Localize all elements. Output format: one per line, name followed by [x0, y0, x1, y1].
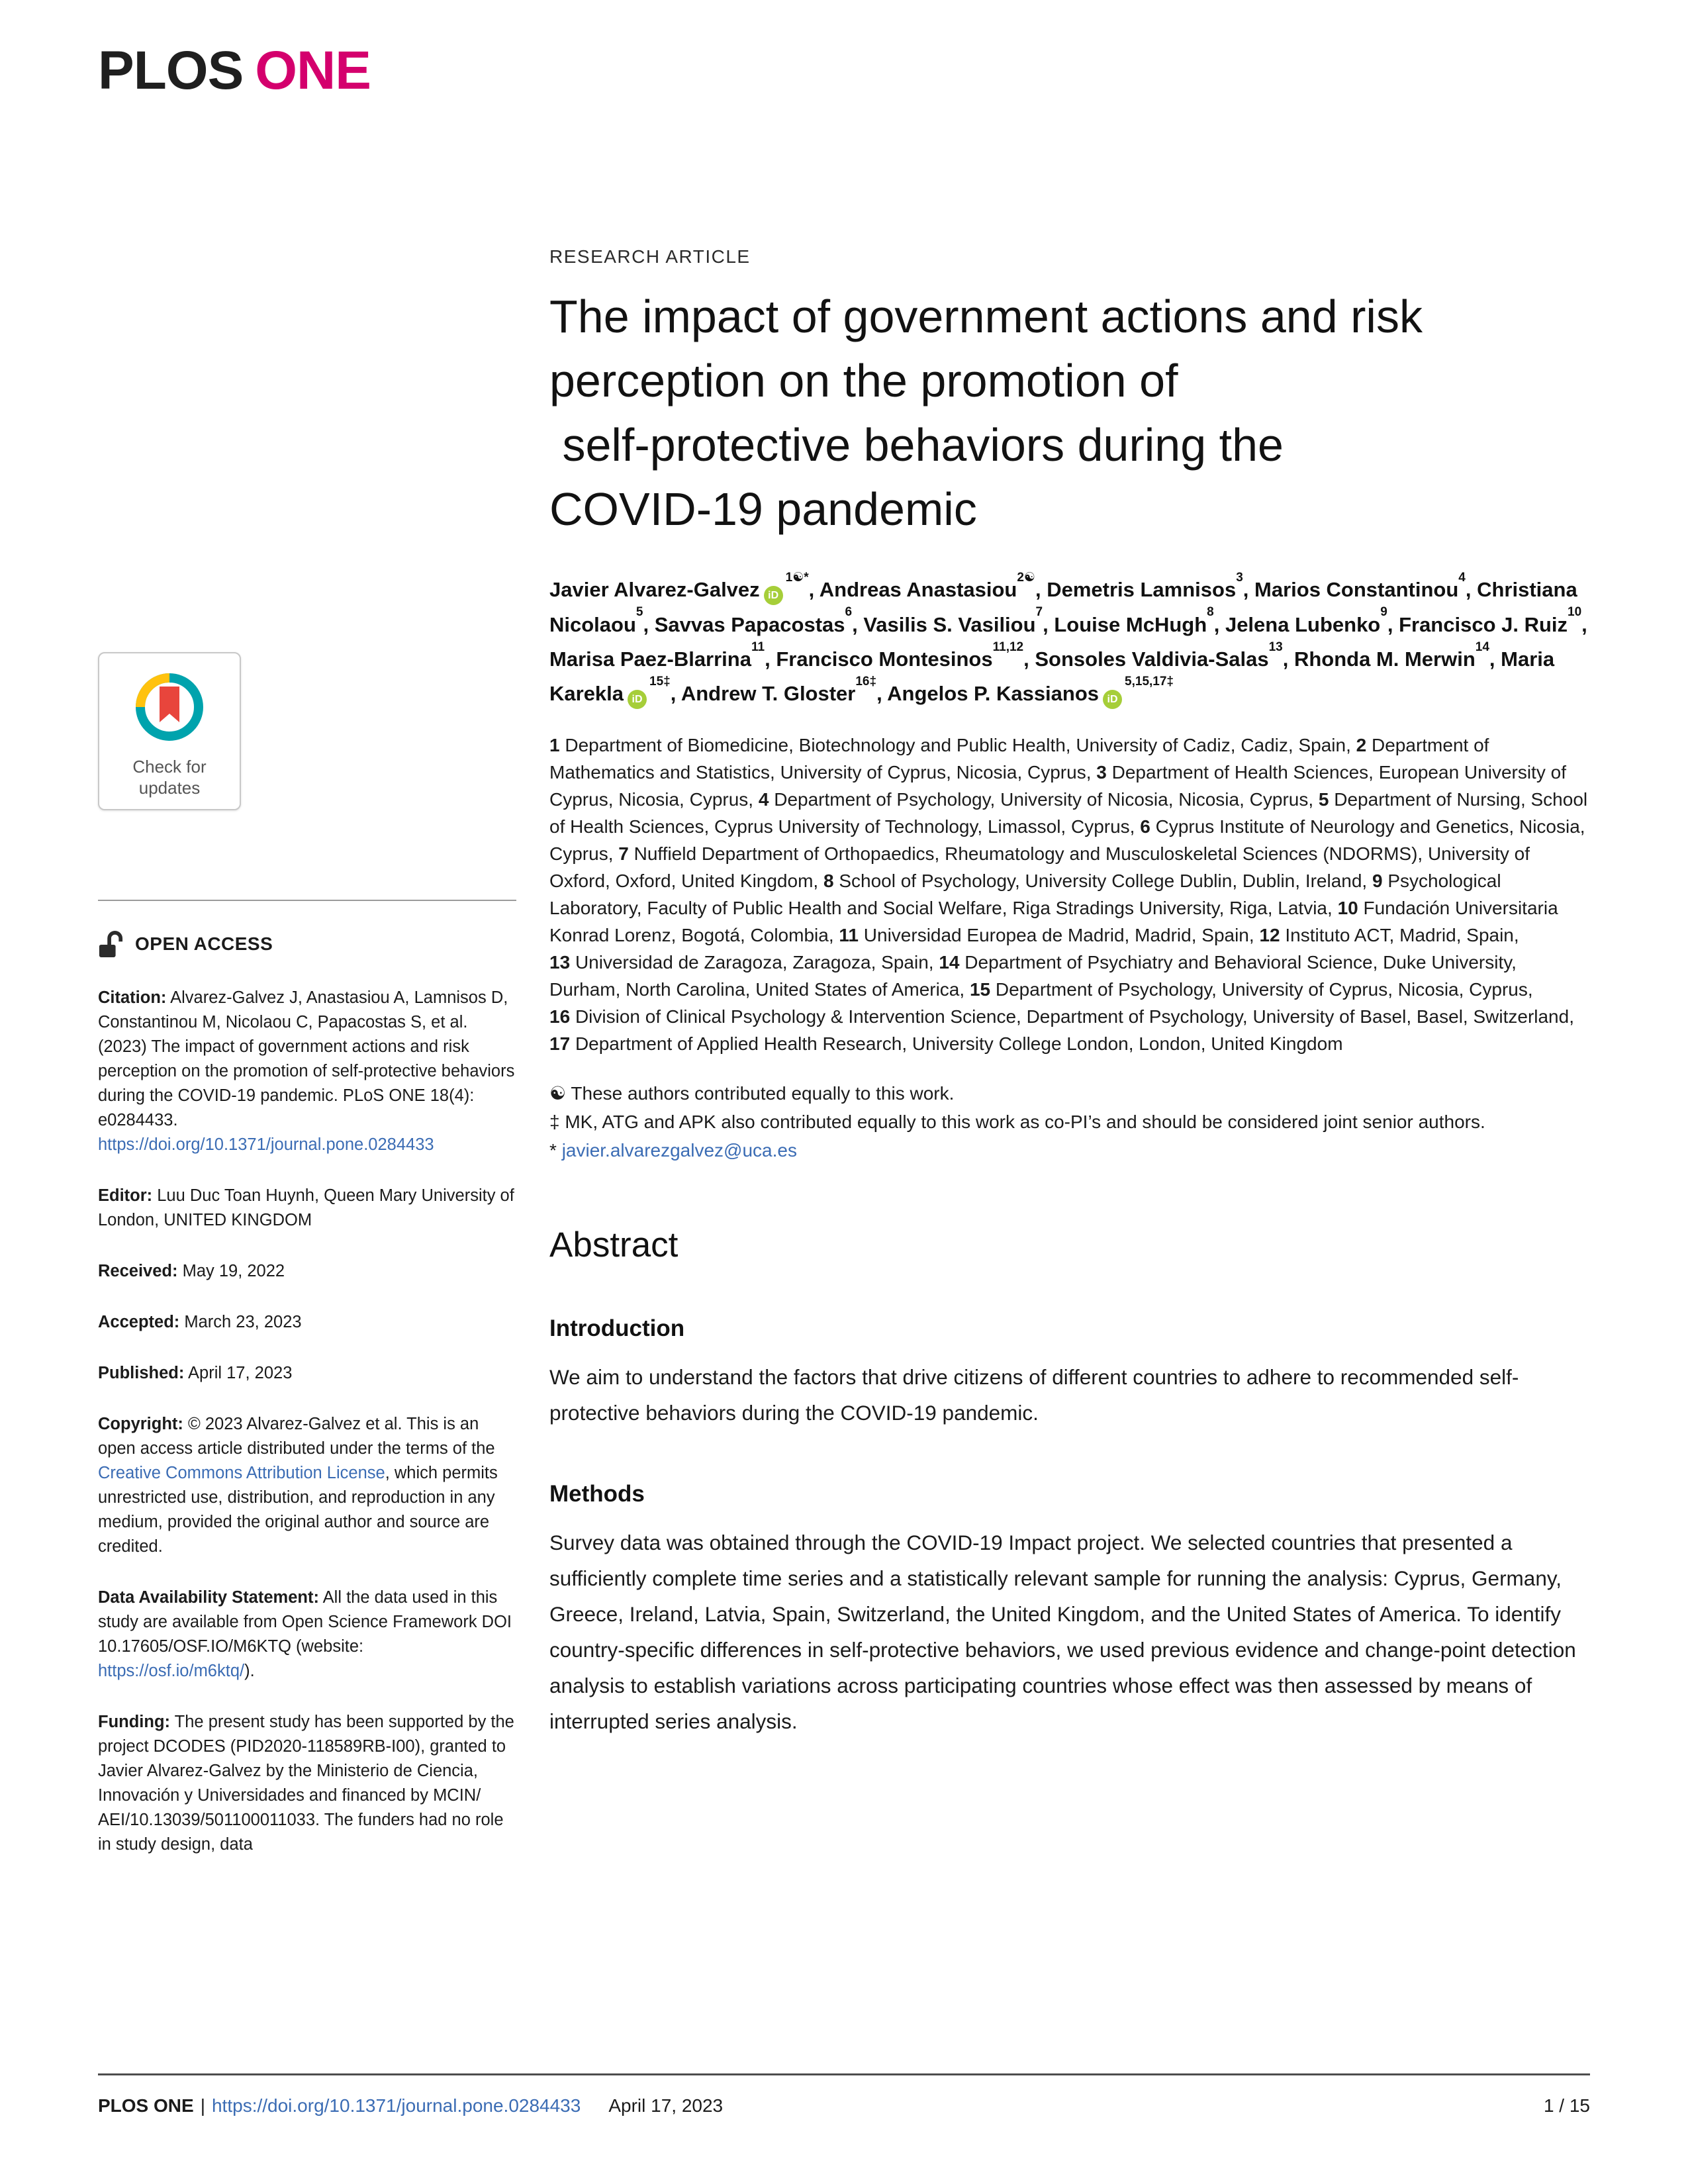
- author: Andreas Anastasiou$^{2☯}$,: [819, 571, 1047, 602]
- author-affiliation-sup: 9: [1380, 605, 1387, 620]
- open-access-label: OPEN ACCESS: [135, 933, 273, 954]
- author-notes: [549, 1080, 1590, 1164]
- copyright-block: [98, 1412, 516, 1559]
- affiliation-number: 9: [1372, 871, 1388, 892]
- page-number: 1 / 15: [1543, 2095, 1590, 2116]
- editor-block: [98, 1184, 516, 1233]
- published-date: April 17, 2023: [188, 1364, 293, 1382]
- author-affiliation-sup: 10: [1568, 605, 1582, 620]
- author: Savvas Papacostas$^6$,: [654, 605, 864, 636]
- citation-block: [98, 986, 516, 1157]
- abstract-introduction-text: We aim to understand the factors that drive citizens of different countries to adhere to recommended self-protective behaviors during the COVID-19 pandemic.: [549, 1365, 1519, 1425]
- equal-contribution-text: These authors contributed equally to this work.: [571, 1083, 955, 1104]
- author-affiliation-sup: 6: [845, 605, 853, 620]
- citation-text: Alvarez-Galvez J, Anastasiou A, Lamnisos D, Constantinou M, Nicolaou C, Papacostas S, et al. (2023) The impact of government actions and risk perception on the promotion of self-protective behaviors during the COVID-19 pandemic. PLoS ONE 18(4): e0284433.: [98, 988, 515, 1129]
- author-affiliation-sup: 7: [1035, 605, 1043, 620]
- footer-doi-link[interactable]: https://doi.org/10.1371/journal.pone.0284433: [211, 2095, 581, 2116]
- orcid-icon[interactable]: iD: [628, 690, 647, 709]
- abstract-introduction-heading: Introduction: [549, 1315, 685, 1342]
- author-list: [549, 571, 1590, 709]
- footer-date: April 17, 2023: [608, 2095, 724, 2116]
- affiliation-number: 17: [549, 1033, 575, 1055]
- citation-label: Citation:: [98, 988, 167, 1007]
- cc-license-link[interactable]: Creative Commons Attribution License: [98, 1464, 385, 1482]
- author-affiliation-sup: 11,12: [992, 640, 1024, 654]
- published-label: Published:: [98, 1364, 185, 1382]
- check-line-2: updates: [138, 778, 201, 798]
- author-affiliation-sup: 1☯*: [785, 571, 809, 585]
- author-affiliation-sup: 5: [635, 605, 643, 620]
- funding-text: The present study has been supported by the project DCODES (PID2020-118589RB-I00), granted to Javier Alvarez-Galvez by the Ministerio de Ciencia, Innovación y Universidades and financed by MCIN/ AEI/10.13039/501100011033. The funders had no role in study design, data: [98, 1713, 514, 1854]
- author: Francisco J. Ruiz$^{10}$,: [1399, 605, 1587, 636]
- funding-label: Funding:: [98, 1713, 171, 1731]
- author: Sonsoles Valdivia-Salas$^{13}$,: [1035, 640, 1294, 671]
- title-line: self-protective behaviors during the: [549, 419, 1284, 471]
- corresponding-author-symbol: *: [549, 1140, 557, 1161]
- abstract-methods-text: Survey data was obtained through the COVID-19 Impact project. We selected countries that presented a sufficiently complete time series and a statistically relevant sample for running the analysis: Cyprus, Germany, Greece, Ireland, Latvia, Spain, Switzerland, the United Kingdom, and the United States of America. To identify country-specific differences in self-protective behaviors, we used previous evidence and change-point detection analysis to establish variations across participating countries whose effect was then assessed by means of interrupted series analysis.: [549, 1531, 1576, 1734]
- osf-link[interactable]: https://osf.io/m6ktq/: [98, 1662, 245, 1680]
- author: Angelos P. Kassianos $iD^{5,15,17\ddagger}$: [887, 682, 1174, 705]
- crossmark-icon: [130, 668, 209, 746]
- editor-text: Luu Duc Toan Huynh, Queen Mary University of London, UNITED KINGDOM: [98, 1186, 514, 1229]
- affiliation-number: 10: [1337, 898, 1364, 919]
- received-label: Received:: [98, 1262, 178, 1280]
- citation-doi-link[interactable]: https://doi.org/10.1371/journal.pone.0284433: [98, 1135, 434, 1154]
- abstract-heading: Abstract: [549, 1225, 679, 1265]
- received-date: May 19, 2022: [182, 1262, 285, 1280]
- data-availability-label: Data Availability Statement:: [98, 1588, 319, 1607]
- plos-wordmark: PLOS: [98, 40, 244, 101]
- author: Vasilis S. Vasiliou$^7$,: [863, 605, 1055, 636]
- author-affiliation-sup: 11: [751, 640, 765, 654]
- article-title: [549, 285, 1590, 542]
- author-affiliation-sup: 16‡: [855, 674, 877, 688]
- journal-logo: [98, 40, 371, 102]
- author-affiliation-sup: 14: [1475, 640, 1489, 654]
- affiliation-number: 7: [618, 843, 634, 865]
- affiliation-number: 4: [758, 789, 774, 810]
- author-affiliation-sup: 3: [1236, 571, 1243, 585]
- author: Demetris Lamnisos$^3$,: [1047, 571, 1255, 602]
- author: Javier Alvarez-Galvez $iD^{1☯*}$,: [549, 578, 820, 601]
- title-line: perception on the promotion of: [549, 355, 1178, 406]
- footer-journal-name: PLOS ONE: [98, 2095, 194, 2116]
- affiliation-number: 6: [1140, 816, 1156, 837]
- author: Marios Constantinou$^4$,: [1254, 571, 1477, 602]
- article-type-kicker: RESEARCH ARTICLE: [549, 246, 751, 267]
- footer-divider: [98, 2073, 1590, 2075]
- title-line: COVID-19 pandemic: [549, 483, 977, 535]
- received-block: [98, 1259, 516, 1284]
- funding-block: [98, 1710, 516, 1857]
- open-access-row: [98, 929, 516, 959]
- author: Maria Karekla $iD^{15\ddagger}$,: [549, 647, 1554, 705]
- author-affiliation-sup: 13: [1268, 640, 1283, 654]
- sidebar: [98, 652, 516, 1857]
- senior-authors-note: [549, 1108, 1590, 1135]
- author-affiliation-sup: 2☯: [1017, 571, 1035, 585]
- editor-label: Editor:: [98, 1186, 153, 1205]
- author: Louise McHugh$^8$,: [1054, 605, 1225, 636]
- affiliation-number: 2: [1356, 735, 1372, 756]
- corresponding-author-note: [549, 1137, 1590, 1164]
- affiliation-number: 1: [549, 735, 565, 756]
- copyright-text-after: , which permits unrestricted use, distribution, and reproduction in any medium, provided the original author and source are credited.: [98, 1464, 498, 1556]
- author-affiliation-sup: 15‡: [649, 674, 671, 688]
- sidebar-divider: [98, 900, 516, 901]
- author: Rhonda M. Merwin$^{14}$,: [1293, 640, 1501, 671]
- data-availability-text-after: ).: [244, 1662, 255, 1680]
- senior-authors-text: MK, ATG and APK also contributed equally to this work as co-PI’s and should be considered joint senior authors.: [565, 1112, 1485, 1133]
- affiliation-number: 8: [823, 871, 839, 892]
- author: Francisco Montesinos$^{11,12}$,: [776, 640, 1035, 671]
- orcid-icon[interactable]: iD: [764, 586, 783, 605]
- published-block: [98, 1361, 516, 1386]
- title-line: The impact of government actions and risk: [549, 291, 1423, 342]
- copyright-label: Copyright:: [98, 1415, 183, 1433]
- author-affiliation-sup: 4: [1458, 571, 1466, 585]
- one-wordmark: ONE: [255, 40, 371, 101]
- affiliation-number: 13: [549, 952, 575, 973]
- check-line-1: Check for: [132, 757, 207, 777]
- equal-contribution-note: [549, 1080, 1590, 1107]
- footer-separator: |: [200, 2095, 205, 2116]
- affiliation-list: 1 Department of Biomedicine, Biotechnology and Public Health, University of Cadiz, Cadiz, Spain, 2 Department of Mathematics and Statistics, University of Cyprus, Nicosia, Cyprus, 3 Department of Health Sciences, European University of Cyprus, Nicosia, Cyprus, 4 Department of Psychology, University of Nicosia, Nicosia, Cyprus, 5 Department of Nursing, School of Health Sciences, Cyprus University of Technology, Limassol, Cyprus, 6 Cyprus Institute of Neurology and Genetics, Nicosia, Cyprus, 7 Nuffield Department of Orthopaedics, Rheumatology and Musculoskeletal Sciences (NDORMS), University of Oxford, Oxford, United Kingdom, 8 School of Psychology, University College Dublin, Dublin, Ireland, 9 Psychological Laboratory, Faculty of Public Health and Social Welfare, Riga Stradings University, Riga, Latvia, 10 Fundación Universitaria Konrad Lorenz, Bogotá, Colombia, 11 Universidad Europea de Madrid, Madrid, Spain, 12 Instituto ACT, Madrid, Spain, 13 Universidad de Zaragoza, Zaragoza, Spain, 14 Department of Psychiatry and Behavioral Science, Duke University, Durham, North Carolina, United States of America, 15 Department of Psychology, University of Cyprus, Nicosia, Cyprus, 16 Division of Clinical Psychology & Intervention Science, Department of Psychology, University of Basel, Basel, Switzerland, 17 Department of Applied Health Research, University College London, London, United Kingdom: [549, 735, 1588, 1055]
- author-affiliation-sup: 5,15,17‡: [1125, 674, 1174, 688]
- abstract-methods-heading: Methods: [549, 1481, 645, 1507]
- data-availability-text-before: All the data used in this study are available from Open Science Framework DOI 10.17605/OSF.IO/M6KTQ (website:: [98, 1588, 512, 1656]
- author: Christiana Nicolaou$^5$,: [549, 578, 1577, 636]
- affiliation-number: 11: [839, 925, 864, 946]
- accepted-block: [98, 1310, 516, 1335]
- affiliation-number: 15: [969, 979, 996, 1000]
- accepted-label: Accepted:: [98, 1313, 180, 1331]
- affiliation-number: 16: [549, 1006, 575, 1027]
- author: Jelena Lubenko$^9$,: [1225, 605, 1399, 636]
- affiliation-number: 12: [1259, 925, 1286, 946]
- footer-citation: [98, 2095, 723, 2116]
- author: Andrew T. Gloster$^{16\ddagger}$,: [680, 674, 888, 706]
- accepted-date: March 23, 2023: [184, 1313, 302, 1331]
- equal-contribution-symbol: ☯: [549, 1083, 567, 1104]
- affiliation-number: 14: [939, 952, 965, 973]
- corresponding-author-email[interactable]: javier.alvarezgalvez@uca.es: [561, 1140, 797, 1161]
- orcid-icon[interactable]: iD: [1103, 690, 1122, 709]
- copyright-text-before: © 2023 Alvarez-Galvez et al. This is an open access article distributed under the terms of the: [98, 1415, 495, 1458]
- open-lock-icon: [98, 929, 123, 959]
- data-availability-block: [98, 1586, 516, 1684]
- senior-authors-symbol: ‡: [549, 1112, 560, 1133]
- page-footer: [98, 2095, 1590, 2116]
- author-affiliation-sup: 8: [1207, 605, 1214, 620]
- check-for-updates-badge[interactable]: [98, 652, 241, 810]
- affiliation-number: 3: [1096, 762, 1112, 783]
- article-main: [549, 246, 1590, 1739]
- affiliation-number: 5: [1318, 789, 1335, 810]
- check-for-updates-label: [106, 756, 233, 798]
- author: Marisa Paez-Blarrina$^{11}$,: [549, 640, 776, 671]
